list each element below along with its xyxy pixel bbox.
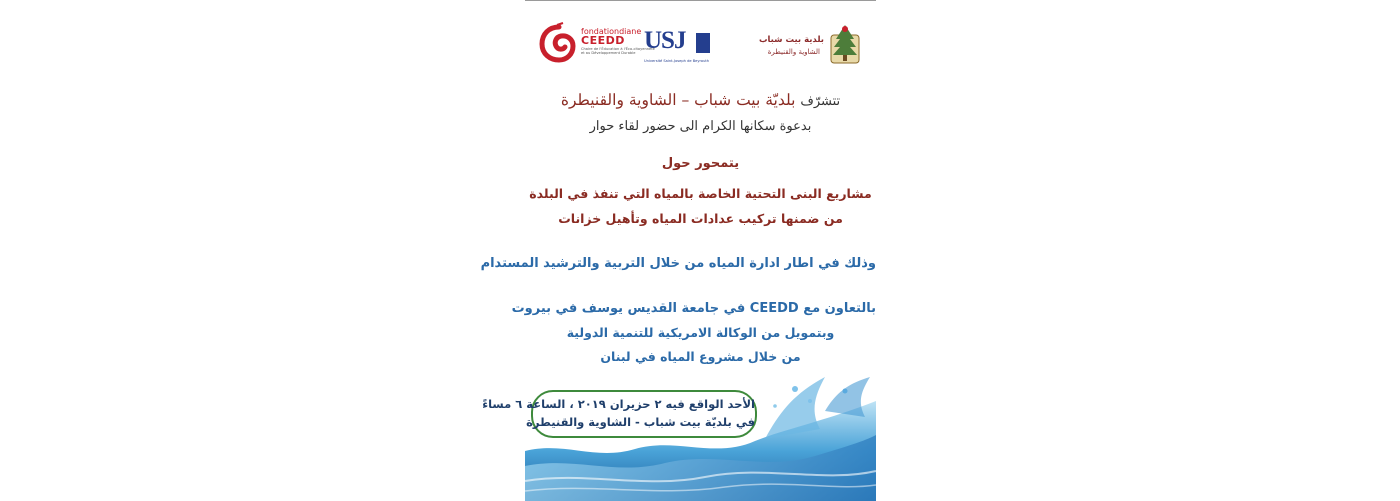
event-details-box	[482, 390, 757, 438]
ceedd-swirl-icon	[539, 23, 579, 63]
ceedd-label: CEEDD	[581, 34, 625, 47]
municipality-subtitle: الشاوية والقنيطرة	[767, 48, 820, 56]
invitation-poster	[480, 0, 876, 501]
foundation-label: fondationdiane	[581, 27, 642, 36]
host-heading	[525, 91, 876, 109]
invite-line: بدعوة سكانها الكرام الى حضور لقاء حوار	[589, 119, 812, 134]
usj-logo	[644, 23, 714, 69]
cedar-crest-icon	[828, 23, 862, 65]
usj-emblem-icon	[696, 33, 710, 53]
partner-line-2: وبتمويل من الوكالة الامريكية للتنمية الدولية	[566, 325, 835, 340]
usj-label: USJ	[644, 27, 686, 54]
host-name: بلديّة بيت شباب – الشاوية والقنيطرة	[560, 91, 796, 109]
ceedd-logo	[539, 19, 657, 69]
framework-line: وذلك في اطار ادارة المياه من خلال التربية والترشيد المستدام	[480, 256, 876, 271]
municipality-logo	[746, 17, 862, 67]
project-line-2: من ضمنها تركيب عدادات المياه وتأهيل خزانات	[558, 211, 843, 226]
ceedd-subtitle: Chaire de l'Éducation à l'Éco-citoyenneté et au Développement Durable	[581, 47, 655, 56]
partner-line-1: بالتعاون مع CEEDD في جامعة القديس يوسف في بيروت	[511, 301, 876, 316]
logo-bar	[525, 15, 876, 71]
project-line-1: مشاريع البنى التحتية الخاصة بالمياه التي تنفذ في البلدة	[529, 186, 872, 201]
topic-intro: يتمحور حول	[661, 156, 740, 171]
honor-prefix: تتشرّف	[800, 94, 841, 109]
event-datetime: الأحد الواقع فيه ٢ حزيران ٢٠١٩ ، الساعة ٦ مساءً	[482, 397, 755, 411]
partner-line-3: من خلال مشروع المياه في لبنان	[600, 349, 801, 364]
municipality-name: بلدية بيت شباب	[758, 35, 824, 45]
usj-subtitle: Université Saint-Joseph de Beyrouth	[644, 59, 710, 63]
event-location: في بلديّة بيت شباب - الشاوية والقنيطرة	[526, 415, 755, 429]
